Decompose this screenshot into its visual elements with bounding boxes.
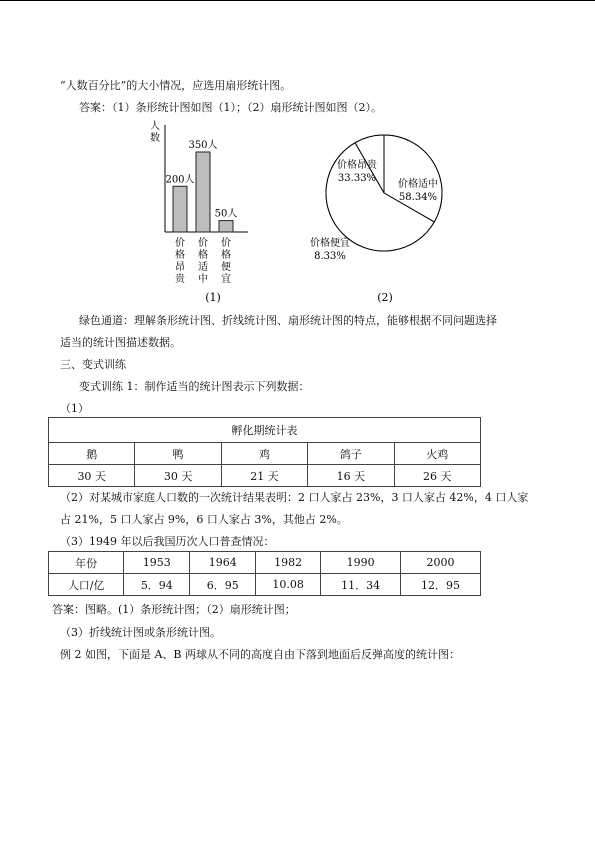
- bar-chart-ylabel-2: 数: [150, 133, 160, 144]
- table-header-cell: 年份: [49, 552, 124, 574]
- bar-category-char: 格: [198, 250, 208, 261]
- table-header-cell: 1982: [256, 552, 321, 574]
- pie-label-expensive: 价格昂贵: [337, 160, 377, 171]
- table-header-cell: 鹅: [49, 443, 135, 465]
- example-text: 例 2 如图，下面是 A、B 两球从不同的高度自由下落到地面后反弹高度的统计图：: [60, 648, 461, 661]
- pie-value-expensive: 33.33%: [337, 173, 377, 184]
- table-cell: 10.08: [256, 574, 321, 596]
- table-cell: 26 天: [394, 465, 480, 487]
- table-row: [49, 574, 481, 596]
- bar-category-char: 便: [221, 262, 231, 273]
- item-2-text-1: （2）对某城市家庭人口数的一次统计结果表明：2 口人家占 23%，3 口人家占 42%，4 口人家: [60, 491, 529, 504]
- table-header-cell: 1953: [124, 552, 190, 574]
- bar-category-char: 价: [175, 238, 185, 249]
- table-header-cell: 鸡: [221, 443, 307, 465]
- table-title-row: [49, 418, 481, 443]
- table-cell: 6．95: [190, 574, 256, 596]
- table-cell: 21 天: [221, 465, 307, 487]
- bar-chart-caption: (1): [205, 291, 221, 304]
- bar-value-label: 50人: [214, 208, 238, 220]
- answer-text: 答案：（1）条形统计图如图（1）；（2）扇形统计图如图（2）。: [79, 101, 382, 114]
- item-2-text-2: 占 21%，5 口人家占 9%，6 口人家占 3%，其他占 2%。: [60, 513, 348, 526]
- pie-chart: [300, 128, 450, 303]
- bar-category-char: 中: [198, 274, 208, 285]
- table-header-cell: 2000: [401, 552, 481, 574]
- table-header-cell: 鸽子: [308, 443, 394, 465]
- intro-text: “人数百分比”的大小情况，应选用扇形统计图。: [60, 79, 292, 92]
- green-channel-text-2: 适当的统计图描述数据。: [60, 336, 181, 349]
- table-cell: 12．95: [401, 574, 481, 596]
- exercise-text: 变式训练 1：制作适当的统计图表示下列数据：: [79, 380, 310, 393]
- item-1-label: （1）: [60, 402, 89, 415]
- table-cell: 人口/亿: [49, 574, 124, 596]
- pie-label-moderate: 价格适中: [398, 179, 438, 190]
- answer-2-text-2: （3）折线统计图或条形统计图。: [60, 626, 221, 639]
- table-cell: 30 天: [49, 465, 135, 487]
- bar-value-label: 200人: [165, 174, 195, 186]
- table-header-row: [49, 443, 481, 465]
- bar-category-char: 价: [198, 238, 208, 249]
- table-title: 孵化期统计表: [49, 418, 481, 443]
- bar-chart-ylabel-1: 人: [150, 121, 160, 132]
- bar: [219, 221, 233, 232]
- bar: [196, 152, 210, 232]
- pie-value-moderate: 58.34%: [398, 192, 438, 203]
- bar-chart: [140, 115, 250, 305]
- top-border-line: [0, 0, 595, 1]
- answer-2-text-1: 答案：图略。(1）条形统计图；（2）扇形统计图；: [52, 603, 296, 616]
- census-table: [48, 551, 481, 596]
- bar-category-char: 贵: [175, 274, 185, 285]
- pie-value-cheap: 8.33%: [314, 251, 346, 262]
- bar-category-char: 昂: [175, 262, 185, 273]
- table-cell: 11．34: [321, 574, 401, 596]
- table-header-cell: 火鸡: [394, 443, 480, 465]
- bar-category-char: 价: [221, 238, 231, 249]
- table-header-cell: 1990: [321, 552, 401, 574]
- bar-value-label: 350人: [188, 140, 218, 151]
- table-cell: 30 天: [135, 465, 221, 487]
- item-3-text: （3）1949 年以后我国历次人口普查情况：: [60, 535, 275, 548]
- table-header-row: [49, 552, 481, 574]
- green-channel-text-1: 绿色通道：理解条形统计图、折线统计图、扇形统计图的特点，能够根据不同问题选择: [79, 314, 497, 327]
- bar-category-char: 格: [221, 250, 231, 261]
- table-cell: 5．94: [124, 574, 190, 596]
- table-row: [49, 465, 481, 487]
- pie-label-cheap: 价格便宜: [310, 238, 350, 249]
- table-header-cell: 鸭: [135, 443, 221, 465]
- bar-category-char: 适: [198, 262, 208, 273]
- section-heading: 三、变式训练: [60, 358, 126, 371]
- bar-category-char: 格: [175, 250, 185, 261]
- bar-category-char: 宜: [221, 274, 231, 285]
- table-cell: 16 天: [308, 465, 394, 487]
- incubation-table: [48, 417, 481, 487]
- table-header-cell: 1964: [190, 552, 256, 574]
- bar: [173, 186, 187, 232]
- pie-chart-caption: (2): [377, 291, 393, 303]
